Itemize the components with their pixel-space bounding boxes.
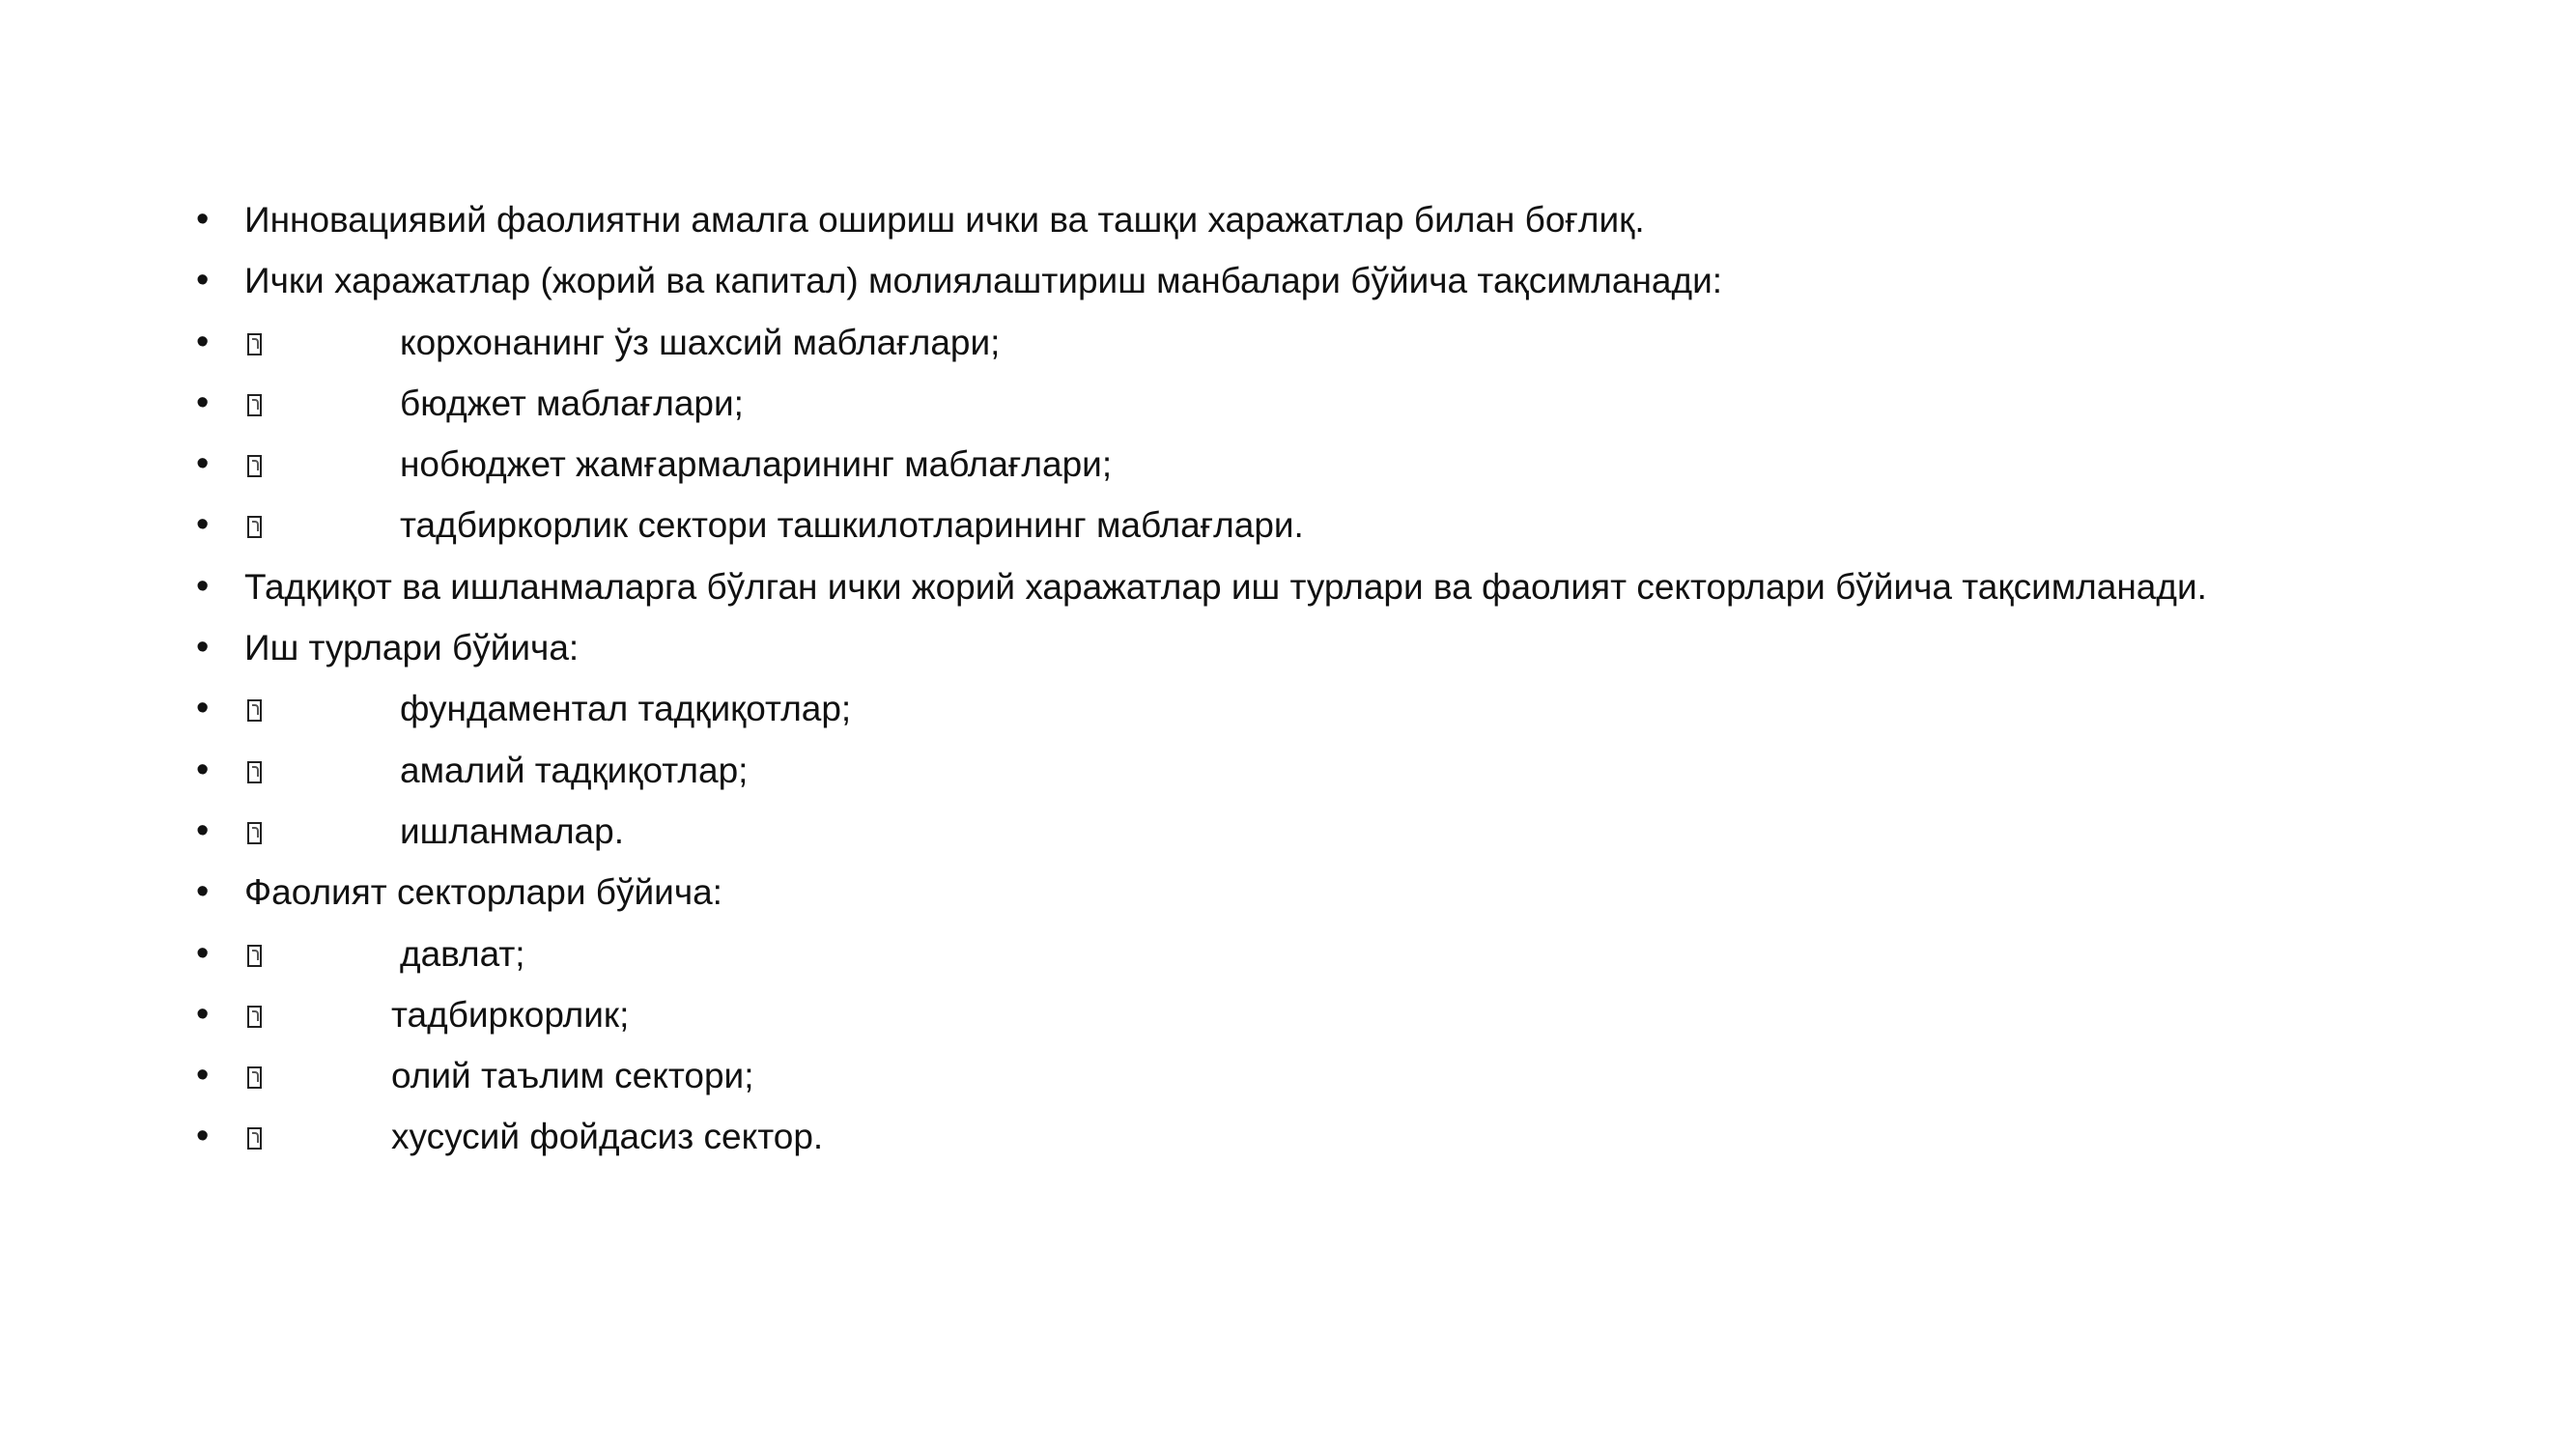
list-item <box>196 312 2418 373</box>
missing-glyph-icon <box>247 394 262 416</box>
item-text: Тадқиқот ва ишланмаларга бўлган ички жорий харажатлар иш турлари ва фаолият секторлари бўйича тақсимланади. <box>244 566 2207 607</box>
bullet-dot-icon: • <box>196 688 210 729</box>
item-text: Иш турлари бўйича: <box>244 628 580 668</box>
bullet-dot-icon: • <box>196 565 210 607</box>
sub-item-text: фундаментал тадқиқотлар; <box>400 689 852 729</box>
list-item <box>196 617 2418 678</box>
sub-item-text: тадбиркорлик сектори ташкилотларининг маблағлари. <box>400 505 1304 546</box>
missing-glyph-icon <box>247 1127 262 1150</box>
list-item <box>196 862 2418 923</box>
missing-glyph-icon <box>247 699 262 722</box>
bullet-dot-icon: • <box>196 932 210 974</box>
list-item <box>196 556 2418 617</box>
bullet-dot-icon: • <box>196 1116 210 1157</box>
list-item <box>196 373 2418 434</box>
list-item <box>196 250 2418 311</box>
bullet-dot-icon: • <box>196 443 210 485</box>
missing-glyph-icon <box>247 822 262 844</box>
bullet-dot-icon: • <box>196 810 210 851</box>
sub-item-text: давлат; <box>400 933 525 974</box>
bullet-list <box>196 189 2418 1168</box>
missing-glyph-icon <box>247 455 262 477</box>
missing-glyph-icon <box>247 761 262 783</box>
list-item <box>196 678 2418 739</box>
missing-glyph-icon <box>247 1006 262 1028</box>
bullet-dot-icon: • <box>196 504 210 546</box>
sub-item-text: хусусий фойдасиз сектор. <box>391 1117 824 1157</box>
list-item <box>196 740 2418 801</box>
bullet-dot-icon: • <box>196 199 210 240</box>
sub-item-text: ишланмалар. <box>400 810 624 851</box>
sub-item-text: тадбиркорлик; <box>391 994 630 1035</box>
item-text: Ички харажатлар (жорий ва капитал) молиялаштириш манбалари бўйича тақсимланади: <box>244 261 1723 301</box>
list-item <box>196 434 2418 495</box>
bullet-dot-icon: • <box>196 1055 210 1096</box>
bullet-dot-icon: • <box>196 993 210 1035</box>
bullet-dot-icon: • <box>196 382 210 423</box>
sub-item-text: амалий тадқиқотлар; <box>400 750 749 790</box>
item-text: Инновациявий фаолиятни амалга ошириш ички ва ташқи харажатлар билан боғлиқ. <box>244 200 1645 240</box>
list-item <box>196 1106 2418 1167</box>
bullet-dot-icon: • <box>196 627 210 668</box>
list-item <box>196 923 2418 984</box>
list-item <box>196 495 2418 555</box>
missing-glyph-icon <box>247 1066 262 1089</box>
sub-item-text: олий таълим сектори; <box>391 1056 754 1096</box>
bullet-dot-icon: • <box>196 260 210 301</box>
bullet-dot-icon: • <box>196 749 210 790</box>
bullet-dot-icon: • <box>196 871 210 913</box>
list-item <box>196 189 2418 250</box>
sub-item-text: бюджет маблағлари; <box>400 383 744 423</box>
sub-item-text: корхонанинг ўз шахсий маблағлари; <box>400 322 1001 362</box>
list-item <box>196 801 2418 862</box>
missing-glyph-icon <box>247 333 262 355</box>
missing-glyph-icon <box>247 516 262 538</box>
bullet-dot-icon: • <box>196 321 210 362</box>
list-item <box>196 984 2418 1045</box>
missing-glyph-icon <box>247 945 262 967</box>
sub-item-text: нобюджет жамғармаларининг маблағлари; <box>400 444 1113 485</box>
item-text: Фаолият секторлари бўйича: <box>244 872 722 913</box>
list-item <box>196 1045 2418 1106</box>
